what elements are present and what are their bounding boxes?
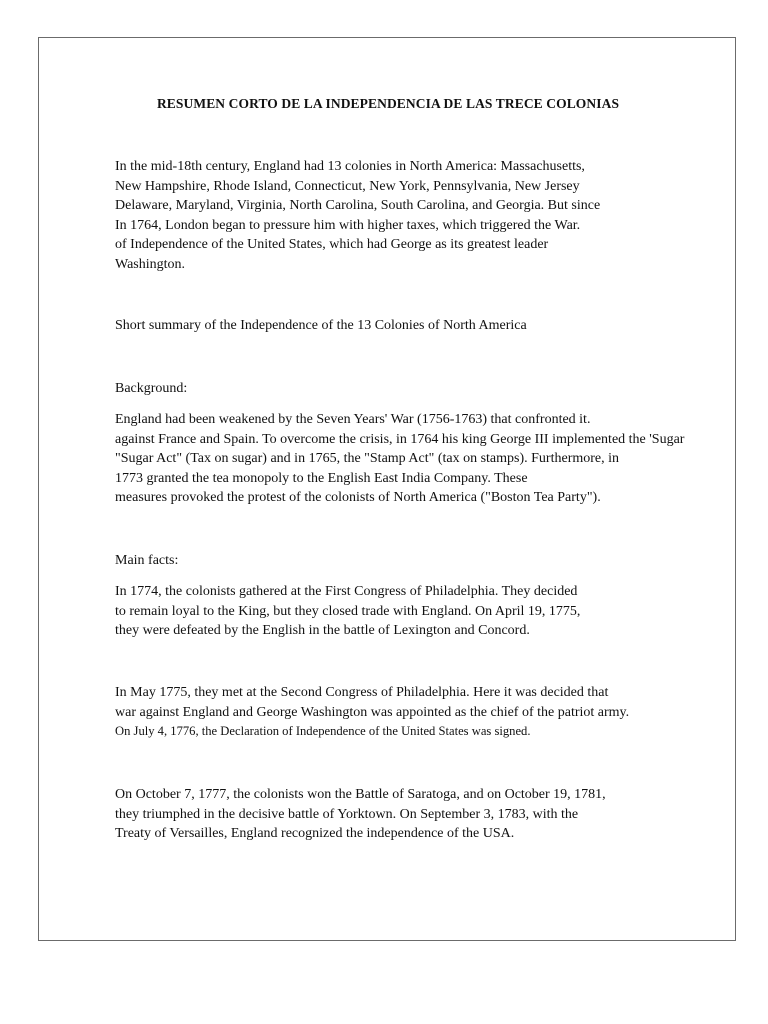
background-line: England had been weakened by the Seven Years' War (1756-1763) that confronted it. (115, 412, 591, 427)
intro-line: New Hampshire, Rhode Island, Connecticut, New York, Pennsylvania, New Jersey (115, 178, 580, 194)
background-line: measures provoked the protest of the colonists of North America ("Boston Tea Party"). (115, 490, 601, 506)
facts-line: to remain loyal to the King, but they closed trade with England. On April 19, 1775, (115, 603, 581, 619)
document-page (38, 37, 736, 941)
facts-paragraph-2 (115, 683, 629, 742)
facts-paragraph-3 (115, 785, 606, 844)
background-line: 1773 granted the tea monopoly to the English East India Company. These (115, 470, 528, 486)
intro-line: In the mid-18th century, England had 13 colonies in North America: Massachusetts, (115, 159, 585, 174)
facts-line: In May 1775, they met at the Second Congress of Philadelphia. Here it was decided that (115, 685, 609, 700)
facts-line: On October 7, 1777, the colonists won the Battle of Saratoga, and on October 19, 1781, (115, 787, 606, 802)
document-title: RESUMEN CORTO DE LA INDEPENDENCIA DE LAS TRECE COLONIAS (156, 96, 620, 111)
background-line: against France and Spain. To overcome the crisis, in 1764 his king George III implemented the 'Sugar (115, 431, 685, 447)
intro-line: Delaware, Maryland, Virginia, North Carolina, South Carolina, and Georgia. But since (115, 198, 601, 214)
facts-line: war against England and George Washington was appointed as the chief of the patriot army. (115, 704, 630, 720)
facts-line: Treaty of Versailles, England recognized the independence of the USA. (115, 826, 515, 842)
background-line: "Sugar Act" (Tax on sugar) and in 1765, the "Stamp Act" (tax on stamps). Furthermore, in (115, 451, 620, 467)
intro-line: In 1764, London began to pressure him with higher taxes, which triggered the War. (115, 217, 581, 233)
background-heading: Background: (115, 381, 188, 396)
facts-paragraph-1 (115, 582, 580, 641)
intro-paragraph (115, 157, 600, 275)
facts-line: On July 4, 1776, the Declaration of Independence of the United States was signed. (115, 724, 531, 739)
facts-line: they were defeated by the English in the battle of Lexington and Concord. (115, 623, 530, 639)
intro-line: of Independence of the United States, which had George as its greatest leader (115, 237, 549, 253)
facts-line: they triumphed in the decisive battle of Yorktown. On September 3, 1783, with the (115, 806, 579, 822)
background-paragraph (115, 410, 684, 508)
facts-line: In 1774, the colonists gathered at the First Congress of Philadelphia. They decided (115, 584, 578, 599)
summary-heading: Short summary of the Independence of the 13 Colonies of North America (115, 318, 527, 333)
main-facts-heading: Main facts: (115, 553, 179, 568)
intro-line: Washington. (115, 256, 186, 272)
